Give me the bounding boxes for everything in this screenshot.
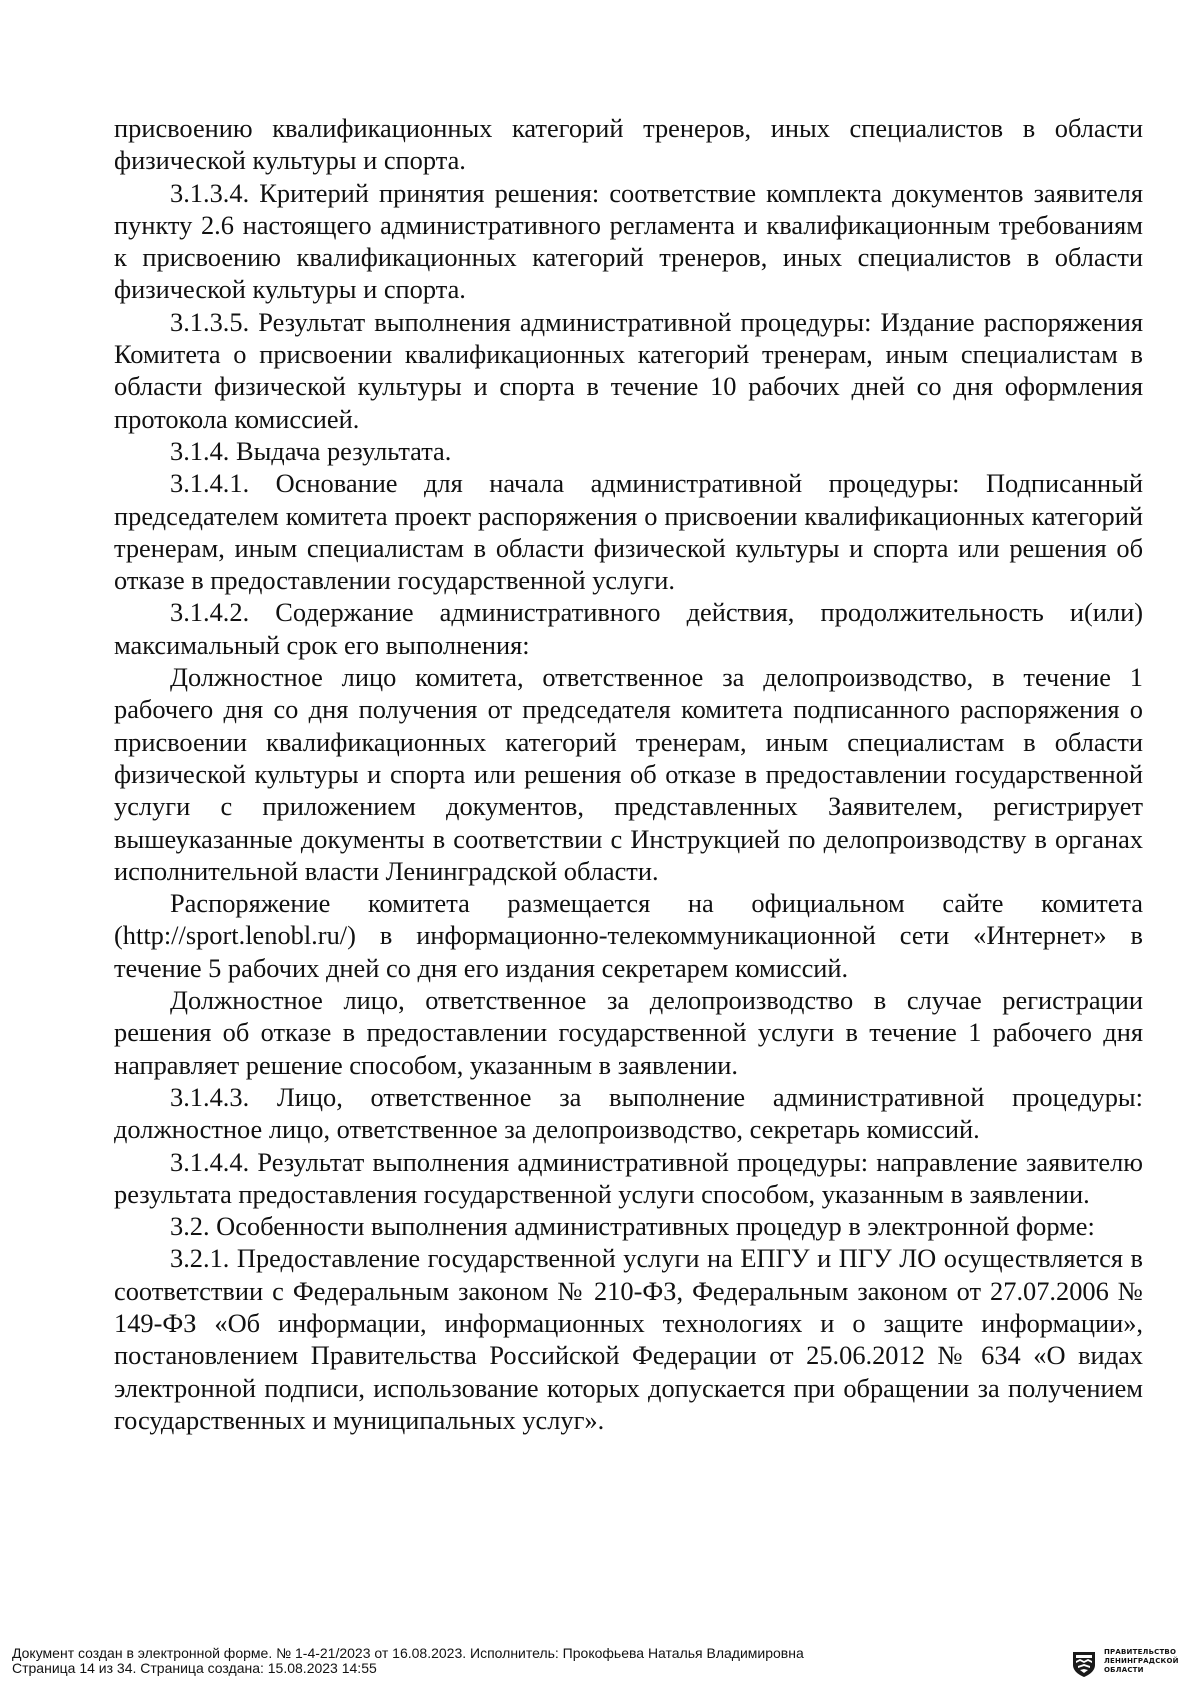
paragraph: 3.1.4.3. Лицо, ответственное за выполнение административной процедуры: должностное лицо, ответственное за делопроизводство, секретарь комиссий.	[114, 1081, 1143, 1145]
footer-page-info: Страница 14 из 34. Страница создана: 15.08.2023 14:55	[12, 1660, 377, 1676]
footer-document-info: Документ создан в электронной форме. № 1-4-21/2023 от 16.08.2023. Исполнитель: Прокофьева Наталья Владимировна	[12, 1645, 804, 1661]
paragraph: 3.1.4. Выдача результата.	[170, 435, 452, 466]
paragraph: Должностное лицо комитета, ответственное за делопроизводство, в течение 1 рабочего дня со дня получения от председателя комитета подписанного распоряжения о присвоении квалификационных категорий тренерам, иным специалистам в области физической культуры и спорта или решения об отказе в предоставлении государственной услуги с приложением документов, представленных Заявителем, регистрирует вышеуказанные документы в соответствии с Инструкцией по делопроизводству в органах исполнительной власти Ленинградской области.	[114, 662, 1143, 886]
logo-text	[1104, 1648, 1179, 1675]
paragraph: 3.1.3.5. Результат выполнения административной процедуры: Издание распоряжения Комитета о присвоении квалификационных категорий тренерам, иным специалистам в области физической культуры и спорта в течение 10 рабочих дней со дня оформления протокола комиссией.	[114, 306, 1143, 434]
logo-line: ЛЕНИНГРАДСКОЙ	[1104, 1657, 1179, 1665]
paragraph: 3.1.4.1. Основание для начала административной процедуры: Подписанный председателем комитета проект распоряжения о присвоении квалификационных категорий тренерам, иным специалистам в области физической культуры и спорта или решения об отказе в предоставлении государственной услуги.	[114, 468, 1143, 596]
paragraph: 3.1.3.4. Критерий принятия решения: соответствие комплекта документов заявителя пункту 2.6 настоящего административного регламента и квалификационным требованиям к присвоению квалификационных категорий тренеров, иных специалистов в области физической культуры и спорта.	[114, 177, 1143, 305]
document-footer	[12, 1646, 1072, 1676]
document-body	[114, 112, 1143, 1436]
logo-line: ПРАВИТЕЛЬСТВО	[1104, 1648, 1177, 1656]
paragraph: 3.2. Особенности выполнения административных процедур в электронной форме:	[170, 1211, 1095, 1242]
government-logo	[1070, 1647, 1190, 1681]
paragraph: Распоряжение комитета размещается на официальном сайте комитета (http://sport.lenobl.ru/) в информационно-телекоммуникационной сети «Интернет» в течение 5 рабочих дней со дня его издания секретарем комиссий.	[114, 888, 1143, 983]
paragraph: Должностное лицо, ответственное за делопроизводство в случае регистрации решения об отказе в предоставлении государственной услуги в течение 1 рабочего дня направляет решение способом, указанным в заявлении.	[114, 985, 1143, 1080]
leningrad-region-emblem-icon	[1070, 1650, 1098, 1678]
paragraph: 3.2.1. Предоставление государственной услуги на ЕПГУ и ПГУ ЛО осуществляется в соответствии с Федеральным законом № 210-ФЗ, Федеральным законом от 27.07.2006 № 149-ФЗ «Об информации, информационных технологиях и о защите информации», постановлением Правительства Российской Федерации от 25.06.2012 № 634 «О видах электронной подписи, использование которых допускается при обращении за получением государственных и муниципальных услуг».	[114, 1243, 1143, 1435]
logo-line: ОБЛАСТИ	[1104, 1666, 1144, 1674]
paragraph: 3.1.4.4. Результат выполнения административной процедуры: направление заявителю результата предоставления государственной услуги способом, указанным в заявлении.	[114, 1146, 1143, 1209]
paragraph: присвоению квалификационных категорий тренеров, иных специалистов в области физической культуры и спорта.	[114, 113, 1143, 176]
paragraph: 3.1.4.2. Содержание административного действия, продолжительность и(или) максимальный срок его выполнения:	[114, 597, 1143, 660]
